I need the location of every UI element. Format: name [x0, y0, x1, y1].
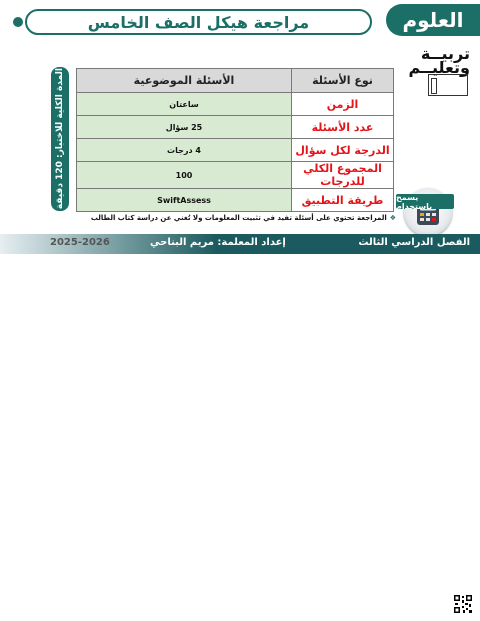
row-key: طريقة التطبيق [292, 189, 394, 212]
table-header-row [77, 69, 394, 93]
subject-tab: العلوم [386, 4, 480, 36]
exam-duration-label: المدة الكلية للاختبار: 120 دقيقة [51, 67, 69, 211]
table-row [77, 93, 394, 116]
row-value: 4 درجات [77, 139, 292, 162]
footer-year: 2025-2026 [50, 237, 110, 248]
table-row [77, 189, 394, 212]
row-value: ساعتان [77, 93, 292, 116]
footer-term: الفصل الدراسي الثالث [358, 237, 470, 248]
page-title: مراجعة هيكل الصف الخامس [25, 9, 372, 35]
row-key: الدرجة لكل سؤال [292, 139, 394, 162]
row-value: 100 [77, 162, 292, 189]
ministry-logo [408, 44, 472, 100]
logo-line2: وتعليــم [408, 58, 470, 77]
table-row [77, 139, 394, 162]
calculator-allowed-badge: يسمح باستخدام [396, 194, 454, 209]
table-row [77, 162, 394, 189]
row-key: الزمن [292, 93, 394, 116]
footer-teacher: إعداد المعلمة: مريم البناحي [150, 237, 286, 248]
table-header-objective: الأسئلة الموضوعية [77, 69, 292, 93]
row-value: 25 سؤال [77, 116, 292, 139]
logo-line1: تربيــة [420, 44, 470, 63]
note-text: المراجعة تحتوي على أسئلة تفيد في تثبيت المعلومات ولا تُغني عن دراسة كتاب الطالب [90, 214, 387, 222]
footer-band [0, 234, 480, 254]
table-row [77, 116, 394, 139]
logo-emblem-icon [428, 74, 468, 96]
review-note [90, 214, 396, 222]
diamond-bullet-icon: ❖ [389, 214, 396, 222]
exam-structure-table [76, 68, 394, 212]
row-key: المجموع الكلي للدرجات [292, 162, 394, 189]
row-key: عدد الأسئلة [292, 116, 394, 139]
row-value: SwiftAssess [77, 189, 292, 212]
qr-code-icon [453, 594, 473, 614]
table-header-type: نوع الأسئلة [292, 69, 394, 93]
